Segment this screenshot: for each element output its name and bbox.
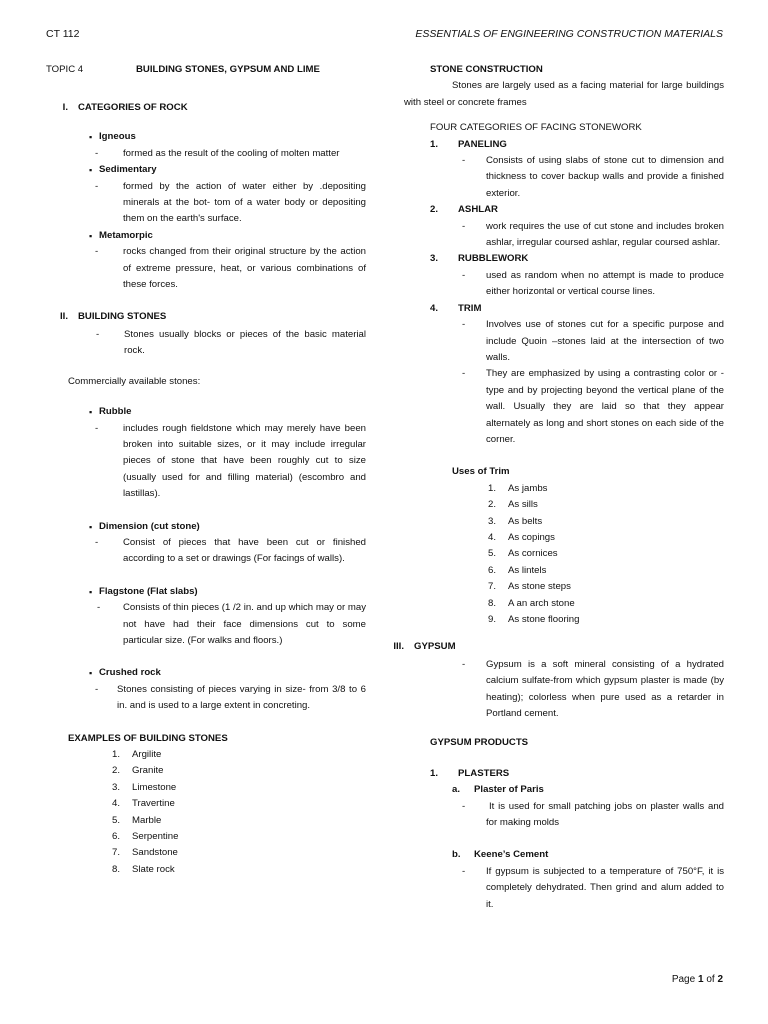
list-item-text: As belts (508, 515, 543, 527)
example-stone-item (92, 796, 366, 812)
list-item-number: 8. (487, 597, 496, 609)
section-number: III. (393, 641, 404, 653)
example-stone-item (92, 813, 366, 829)
list-item-number: 6. (111, 831, 120, 843)
trim-description-2 (404, 366, 724, 448)
commercial-stones-label: Commercially available stones: (68, 375, 201, 387)
list-item-text: A an arch stone (508, 597, 575, 609)
paneling-description (404, 153, 724, 202)
section-title: GYPSUM (414, 641, 456, 653)
section-heading-building-stones (46, 309, 366, 325)
flagstone-text: Consists of thin pieces (1 /2 in. and up which may or may not have had their face dimensions cut to some particular size. (For walks and floors.) (123, 602, 366, 646)
trim-use-item (468, 612, 724, 628)
igneous-text: formed as the result of the cooling of molten matter (123, 147, 340, 159)
dash-marker: - (462, 220, 466, 232)
dash-marker: - (462, 319, 466, 331)
commercial-stones-list (46, 404, 366, 715)
item-number: 1. (430, 138, 439, 150)
trim-use-item (468, 596, 724, 612)
list-item-text: Travertine (132, 798, 175, 810)
list-item-number: 2. (111, 765, 120, 777)
document-title: ESSENTIALS OF ENGINEERING CONSTRUCTION MATERIALS (415, 28, 723, 40)
item-number: 2. (430, 204, 439, 216)
metamorphic-text: rocks changed from their original structure by the action of extreme pressure, heat, or various combinations of these forces. (123, 246, 366, 291)
dash-marker: - (462, 368, 466, 380)
trim-use-item (468, 514, 724, 530)
list-item-number: 7. (111, 847, 120, 859)
rubble-text: includes rough fieldstone which may merely have been broken into suitable sizes, or it may include irregular pieces of stone that have been roughly cut to size (usually used for and filling material) (escombro and lastillas). (123, 422, 366, 500)
list-item-number: 1. (111, 749, 120, 760)
dimension-text: Consist of pieces that have been cut or finished according to a set or drawings (For facings of walls). (123, 536, 366, 565)
sedimentary-description (89, 179, 366, 228)
dimension-description (89, 535, 366, 568)
ashlar-description (404, 219, 724, 252)
bullet-crushed-rock: ▪ Crushed rock (89, 665, 366, 681)
trim-use-item (468, 530, 724, 546)
rubble-description (89, 421, 366, 503)
dash-marker: - (462, 865, 466, 877)
trim-description-1 (404, 317, 724, 366)
sedimentary-text: formed by the action of water either by .depositing minerals at the bot- tom of a water body or depositing them on the earth's surface. (123, 180, 366, 225)
example-stone-item (92, 747, 366, 763)
dash-marker: - (95, 536, 99, 548)
list-item-text: Slate rock (132, 863, 175, 875)
gypsum-text: Gypsum is a soft mineral consisting of a hydrated calcium sulfate-from which gypsum plaster is made (by heating); colorless when pure used as a retarder in Portland cement. (486, 658, 724, 720)
list-item-number: 3. (111, 781, 120, 793)
dash-marker: - (95, 147, 99, 159)
bullet-rubble: ▪ Rubble (89, 404, 366, 420)
item-letter: a. (452, 784, 461, 796)
stone-construction-heading: STONE CONSTRUCTION (430, 64, 543, 75)
item-letter: b. (452, 849, 461, 861)
item-title: Plaster of Paris (474, 784, 544, 796)
trim-use-item (468, 481, 724, 497)
item-number: 3. (430, 253, 439, 265)
plaster-of-paris-text: It is used for small patching jobs on plaster walls and for making molds (486, 800, 724, 829)
page-current: 1 (697, 974, 704, 985)
list-item-number: 1. (487, 482, 496, 494)
dash-marker: - (462, 155, 466, 167)
list-item-text: Argilite (132, 749, 162, 760)
example-stone-item (92, 862, 366, 878)
section-heading-categories (46, 100, 366, 116)
page-label: Page (671, 974, 696, 985)
section-title: BUILDING STONES (78, 311, 167, 323)
list-item-text: As cornices (508, 548, 558, 560)
list-item-text: As jambs (508, 482, 548, 494)
example-stone-item (92, 829, 366, 845)
dash-marker: - (462, 800, 466, 812)
uses-of-trim-heading: Uses of Trim (452, 466, 510, 478)
page-number (672, 974, 723, 985)
trim-use-item (468, 563, 724, 579)
stone-construction-text: Stones are largely used as a facing material for large buildings with steel or concrete frames (404, 80, 724, 108)
list-item-text: As stone steps (508, 581, 571, 593)
plaster-of-paris-description (404, 799, 724, 832)
crushed-rock-text: Stones consisting of pieces varying in size- from 3/8 to 6 in. and is used to a large extent in concreting. (117, 683, 366, 712)
topic-title: BUILDING STONES, GYPSUM AND LIME (136, 64, 320, 75)
heading-ashlar (404, 202, 724, 218)
list-item-text: Marble (132, 814, 162, 826)
list-item-number: 9. (487, 614, 496, 625)
list-item-number: 5. (111, 814, 120, 826)
item-title: Keene’s Cement (474, 849, 549, 861)
bullet-flagstone: ▪ Flagstone (Flat slabs) (89, 584, 366, 600)
igneous-description (89, 146, 366, 162)
rubblework-description (404, 268, 724, 301)
trim-text-2: They are emphasized by using a contrasting color or -type and by projecting beyond the vertical plane of the wall. Usually they are laid so that they appear alternately as long and short stones on each side of the corner. (486, 368, 724, 445)
trim-use-item (468, 497, 724, 513)
facing-categories-heading: FOUR CATEGORIES OF FACING STONEWORK (430, 122, 642, 134)
dash-marker: - (95, 246, 99, 258)
bullet-sedimentary: ▪ Sedimentary (89, 162, 366, 178)
list-item-number: 8. (111, 863, 120, 875)
section-heading-gypsum (382, 639, 724, 655)
dash-marker: - (97, 602, 101, 614)
section-title: CATEGORIES OF ROCK (78, 102, 188, 113)
right-column (393, 62, 724, 913)
page-total: 2 (717, 974, 723, 985)
list-item-number: 6. (487, 564, 496, 576)
list-item-text: As stone flooring (508, 614, 580, 625)
left-column (46, 62, 366, 878)
example-stone-item (92, 780, 366, 796)
gypsum-products-heading: GYPSUM PRODUCTS (430, 737, 529, 749)
topic-row (46, 62, 366, 78)
example-stone-item (92, 845, 366, 861)
section-number: II. (60, 311, 68, 323)
trim-use-item (468, 546, 724, 562)
item-title: ASHLAR (458, 204, 498, 216)
list-item-text: Granite (132, 765, 164, 777)
dash-marker: - (95, 683, 99, 695)
list-item-text: Limestone (132, 781, 177, 793)
heading-trim (404, 301, 724, 317)
item-title: RUBBLEWORK (458, 253, 529, 265)
rock-categories-list (46, 129, 366, 293)
heading-plasters (404, 766, 724, 782)
list-item-number: 4. (111, 798, 120, 810)
heading-rubblework (404, 251, 724, 267)
dash-marker: - (95, 422, 99, 434)
examples-list (46, 747, 366, 878)
item-title: PANELING (458, 138, 507, 150)
paneling-text: Consists of using slabs of stone cut to dimension and thickness to cover backup walls and provide a finished exterior. (486, 155, 724, 199)
dash-marker: - (462, 658, 466, 670)
bullet-igneous: ▪ Igneous (89, 129, 366, 145)
list-item-number: 3. (487, 515, 496, 527)
list-item-text: Sandstone (132, 847, 178, 859)
flagstone-description (89, 600, 366, 649)
building-stones-text: Stones usually blocks or pieces of the basic material rock. (124, 328, 366, 357)
list-item-number: 5. (487, 548, 496, 560)
list-item-text: As sills (508, 499, 538, 511)
metamorphic-description (89, 244, 366, 293)
crushed-rock-description (89, 682, 366, 715)
ashlar-text: work requires the use of cut stone and includes broken ashlar, irregular coursed ashlar, regular coursed ashlar. (486, 220, 724, 249)
dash-marker: - (462, 269, 466, 281)
trim-use-item (468, 579, 724, 595)
item-title: TRIM (458, 302, 482, 314)
trim-text-1: Involves use of stones cut for a specific purpose and include Quoin –stones laid at the intersection of two walls. (486, 319, 724, 363)
uses-of-trim-list (404, 481, 724, 629)
item-number: 4. (430, 302, 439, 314)
list-item-number: 2. (487, 499, 496, 511)
bullet-dimension: ▪ Dimension (cut stone) (89, 519, 366, 535)
list-item-text: As copings (508, 531, 555, 543)
dash-marker: - (96, 328, 100, 340)
examples-heading: EXAMPLES OF BUILDING STONES (68, 732, 228, 744)
rubblework-text: used as random when no attempt is made to produce either horizontal or vertical course lines. (486, 269, 724, 298)
list-item-number: 7. (487, 581, 496, 593)
heading-paneling (404, 137, 724, 153)
keenes-cement-description (404, 864, 724, 913)
section-number: I. (62, 102, 68, 113)
page-of: of (706, 974, 715, 985)
bullet-metamorphic: ▪ Metamorpic (89, 228, 366, 244)
gypsum-description (404, 657, 724, 723)
building-stones-description (46, 327, 366, 360)
item-title: PLASTERS (458, 767, 510, 779)
list-item-number: 4. (487, 531, 496, 543)
heading-keenes-cement (404, 847, 724, 863)
dash-marker: - (95, 180, 99, 192)
heading-plaster-of-paris (404, 782, 724, 798)
list-item-text: As lintels (508, 564, 547, 576)
topic-label: TOPIC 4 (46, 64, 84, 75)
course-code: CT 112 (46, 28, 80, 40)
keenes-cement-text: If gypsum is subjected to a temperature of 750°F, it is completely dehydrated. Then grind and alum added to it. (486, 865, 724, 910)
item-number: 1. (430, 767, 439, 779)
example-stone-item (92, 763, 366, 779)
list-item-text: Serpentine (132, 831, 179, 843)
